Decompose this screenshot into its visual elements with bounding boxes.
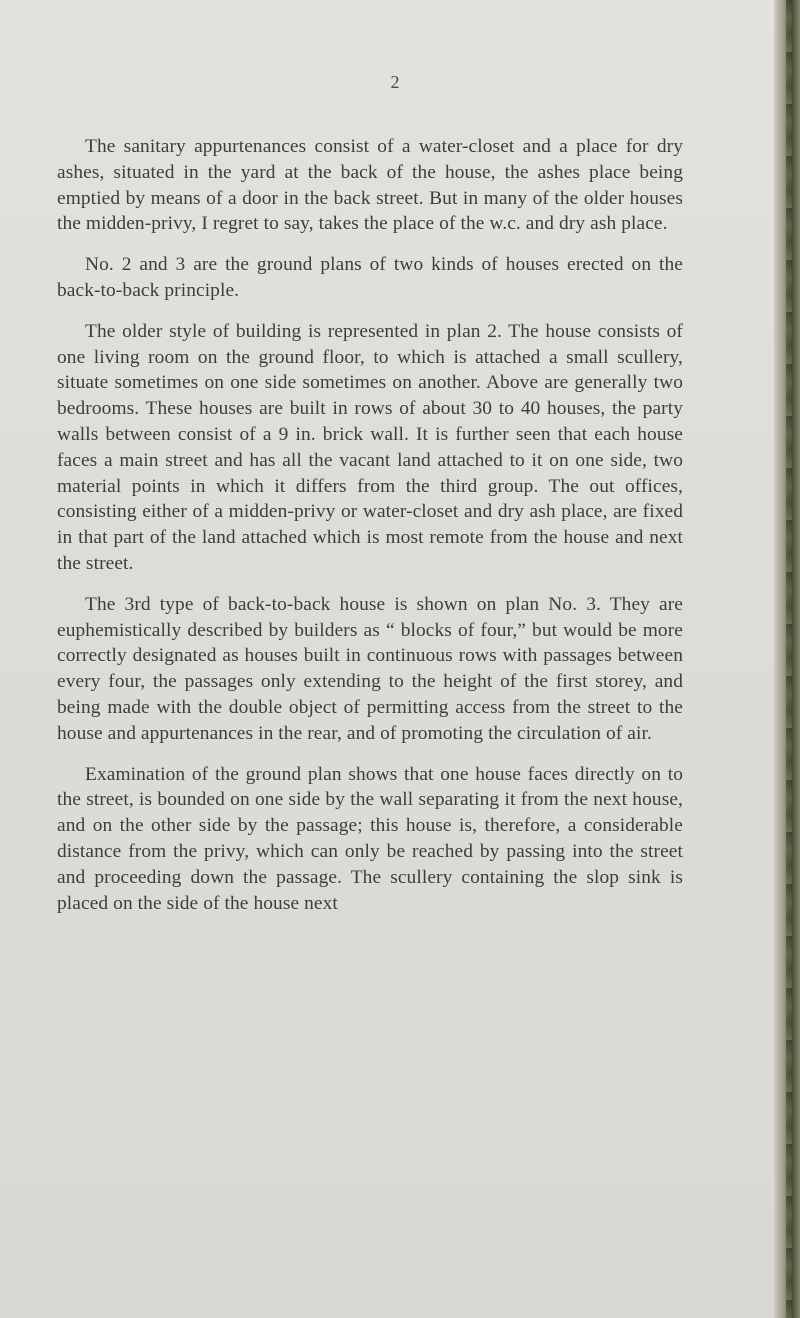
paragraph-sanitary-appurtenances: The sanitary appurtenances consist of a water-closet and a place for dry ashes, situated in the yard at the back of the house, the ashes place being emptied by means of a door in the back street. But in many of the older houses the midden-privy, I regret to say, takes the place of the w.c. and dry ash place. (57, 136, 683, 235)
paragraph-examination: Examination of the ground plan shows that one house faces directly on to the street, is bounded on one side by the wall separating it from the next house, and on the other side by the passage; this house is, therefore, a considerable distance from the privy, which can only be reached by passing into the street and proceeding down the passage. The scullery containing the slop sink is placed on the side of the house next (57, 763, 683, 914)
paragraph-ground-plans: No. 2 and 3 are the ground plans of two kinds of houses erected on the back-to-back principle. (57, 254, 683, 301)
body-text (57, 134, 683, 931)
page-edge-shadow (774, 0, 800, 1318)
page-number: 2 (390, 72, 400, 92)
paragraph-third-type: The 3rd type of back-to-back house is shown on plan No. 3. They are euphemistically described by builders as “ blocks of four,” but would be more correctly designated as houses built in continuous rows with passages between every four, the passages only extending to the height of the first storey, and being made with the double object of permitting access from the street to the house and appurtenances in the rear, and of promoting the circulation of air. (57, 593, 683, 744)
paragraph-older-style: The older style of building is represented in plan 2. The house consists of one living room on the ground floor, to which is attached a small scullery, situate sometimes on one side sometimes on another. Above are generally two bedrooms. These houses are built in rows of about 30 to 40 houses, the party walls between consist of a 9 in. brick wall. It is further seen that each house faces a main street and has all the vacant land attached to it on one side, two material points in which it differs from the third group. The out offices, consisting either of a midden-privy or water-closet and dry ash place, are fixed in that part of the land attached which is most remote from the house and next the street. (57, 320, 683, 574)
